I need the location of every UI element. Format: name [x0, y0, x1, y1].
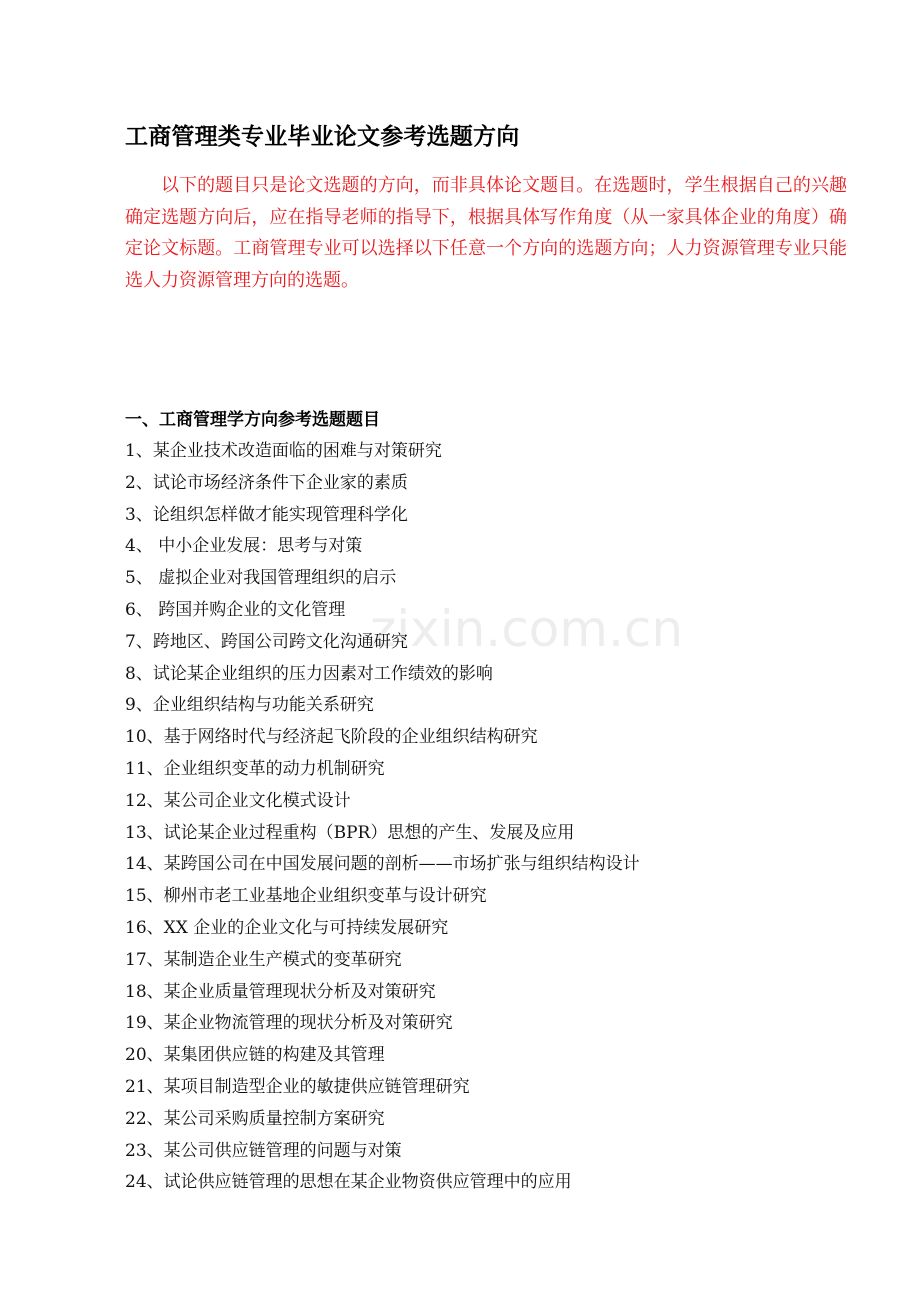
section-heading: 一、工商管理学方向参考选题题目	[125, 410, 380, 430]
watermark: zixin.com.cn	[370, 600, 684, 658]
topic-item: 21、某项目制造型企业的敏捷供应链管理研究	[125, 1076, 470, 1097]
topic-item: 9、企业组织结构与功能关系研究	[125, 695, 374, 716]
topic-list	[125, 436, 845, 1199]
topic-item: 8、试论某企业组织的压力因素对工作绩效的影响	[125, 663, 493, 684]
topic-item: 4、 中小企业发展：思考与对策	[125, 536, 363, 557]
topic-item: 23、某公司供应链管理的问题与对策	[125, 1140, 402, 1161]
topic-item: 17、某制造企业生产模式的变革研究	[125, 949, 402, 970]
topic-item: 15、柳州市老工业基地企业组织变革与设计研究	[125, 886, 487, 907]
topic-item: 11、企业组织变革的动力机制研究	[125, 758, 385, 779]
topic-item: 1、某企业技术改造面临的困难与对策研究	[125, 441, 442, 461]
topic-item: 7、跨地区、跨国公司跨文化沟通研究	[125, 631, 408, 652]
topic-item: 12、某公司企业文化模式设计	[125, 790, 351, 811]
topic-item: 5、 虚拟企业对我国管理组织的启示	[125, 568, 397, 589]
intro-paragraph: 以下的题目只是论文选题的方向，而非具体论文题目。在选题时，学生根据自己的兴趣确定选题方向后，应在指导老师的指导下，根据具体写作角度（从一家具体企业的角度）确定论文标题。工商管理专业可以选择以下任意一个方向的选题方向；人力资源管理专业只能选人力资源管理方向的选题。	[125, 175, 847, 291]
topic-item: 14、某跨国公司在中国发展问题的剖析——市场扩张与组织结构设计	[125, 854, 640, 875]
topic-item: 16、XX 企业的企业文化与可持续发展研究	[125, 917, 449, 938]
topic-item: 18、某企业质量管理现状分析及对策研究	[125, 981, 436, 1002]
document-title: 工商管理类专业毕业论文参考选题方向	[125, 124, 520, 150]
topic-item: 13、试论某企业过程重构（BPR）思想的产生、发展及应用	[125, 822, 575, 843]
topic-item: 24、试论供应链管理的思想在某企业物资供应管理中的应用	[125, 1172, 572, 1193]
topic-item: 2、试论市场经济条件下企业家的素质	[125, 472, 408, 493]
topic-item: 10、基于网络时代与经济起飞阶段的企业组织结构研究	[125, 727, 538, 748]
topic-item: 20、某集团供应链的构建及其管理	[125, 1045, 385, 1066]
topic-item: 3、论组织怎样做才能实现管理科学化	[125, 504, 408, 525]
topic-item: 6、 跨国并购企业的文化管理	[125, 599, 346, 620]
topic-item: 22、某公司采购质量控制方案研究	[125, 1108, 385, 1129]
topic-item: 19、某企业物流管理的现状分析及对策研究	[125, 1013, 453, 1034]
